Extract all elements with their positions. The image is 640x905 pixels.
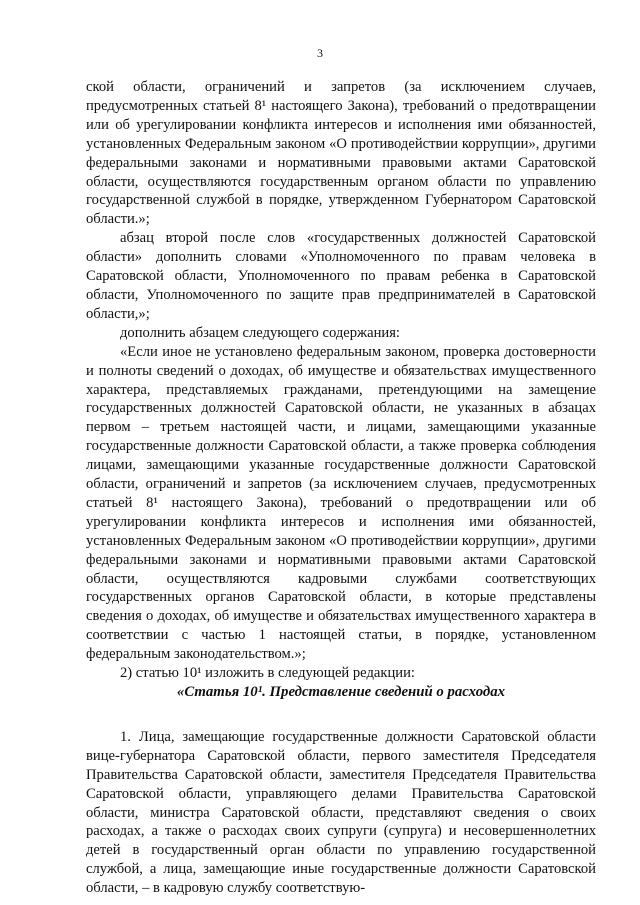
document-body <box>86 78 596 898</box>
article-heading: «Статья 10¹. Представление сведений о расходах <box>176 684 506 700</box>
paragraph-quoted-clause: «Если иное не установлено федеральным законом, проверка достоверности и полноты сведений о доходах, об имуществе и обязательствах имущественного характера, представляемых гражданами, претендующими на замещение государственных должностей Саратовской области, не указанных в абзацах первом – третьем настоящей части, и лицами, замещающими указанные государственные должности Саратовской области, а также проверка соблюдения лицами, замещающими указанные государственные должности Саратовской области, ограничений и запретов (за исключением случаев, предусмотренных статьей 8¹ настоящего Закона), требований о предотвращении или об урегулировании конфликта интересов и исполнения ими обязанностей, установленных Федеральным законом «О противодействии коррупции», другими федеральными законами и нормативными правовыми актами Саратовской области, осуществляются кадровыми службами соответствующих государственных органов Саратовской области, в которые представлены сведения о доходах, об имуществе и обязательствах имущественного характера в соответствии с частью 1 настоящей статьи, в порядке, установленном федеральным законодательством.»; <box>86 343 596 663</box>
page-number: 3 <box>317 46 323 60</box>
paragraph-article-change: 2) статью 10¹ изложить в следующей редакции: <box>120 665 415 682</box>
paragraph-article-point-1: 1. Лица, замещающие государственные должности Саратовской области вице-губернатора Саратовской области, первого заместителя Председателя Правительства Саратовской области, заместителя Председателя Правительства Саратовской области, управляющего делами Правительства Саратовской области, министра Саратовской области, представляют сведения о своих расходах, а также о расходах своих супруги (супруга) и несовершеннолетних детей в государственный орган области по управлению государственной службой, а лица, замещающие иные государственные должности Саратовской области, – в кадровую службу соответствую- <box>86 728 596 897</box>
paragraph-add-clause: дополнить абзацем следующего содержания: <box>120 324 400 341</box>
paragraph-amendment-second: абзац второй после слов «государственных должностей Саратовской области» дополнить словами «Уполномоченного по правам человека в Саратовской области, Уполномоченного по правам ребенка в Саратовской области, Уполномоченного по защите прав предпринимателей в Саратовской области,»; <box>86 230 596 322</box>
paragraph-continuation: ской области, ограничений и запретов (за исключением случаев, предусмотренных статьей 8¹ настоящего Закона), требований о предотвращении или об урегулировании конфликта интересов и исполнения ими обязанностей, установленных Федеральным законом «О противодействии коррупции», другими федеральными законами и нормативными правовыми актами Саратовской области, осуществляются государственным органом области по управлению государственной службой в порядке, утвержденном Губернатором Саратовской области.»; <box>86 79 596 228</box>
